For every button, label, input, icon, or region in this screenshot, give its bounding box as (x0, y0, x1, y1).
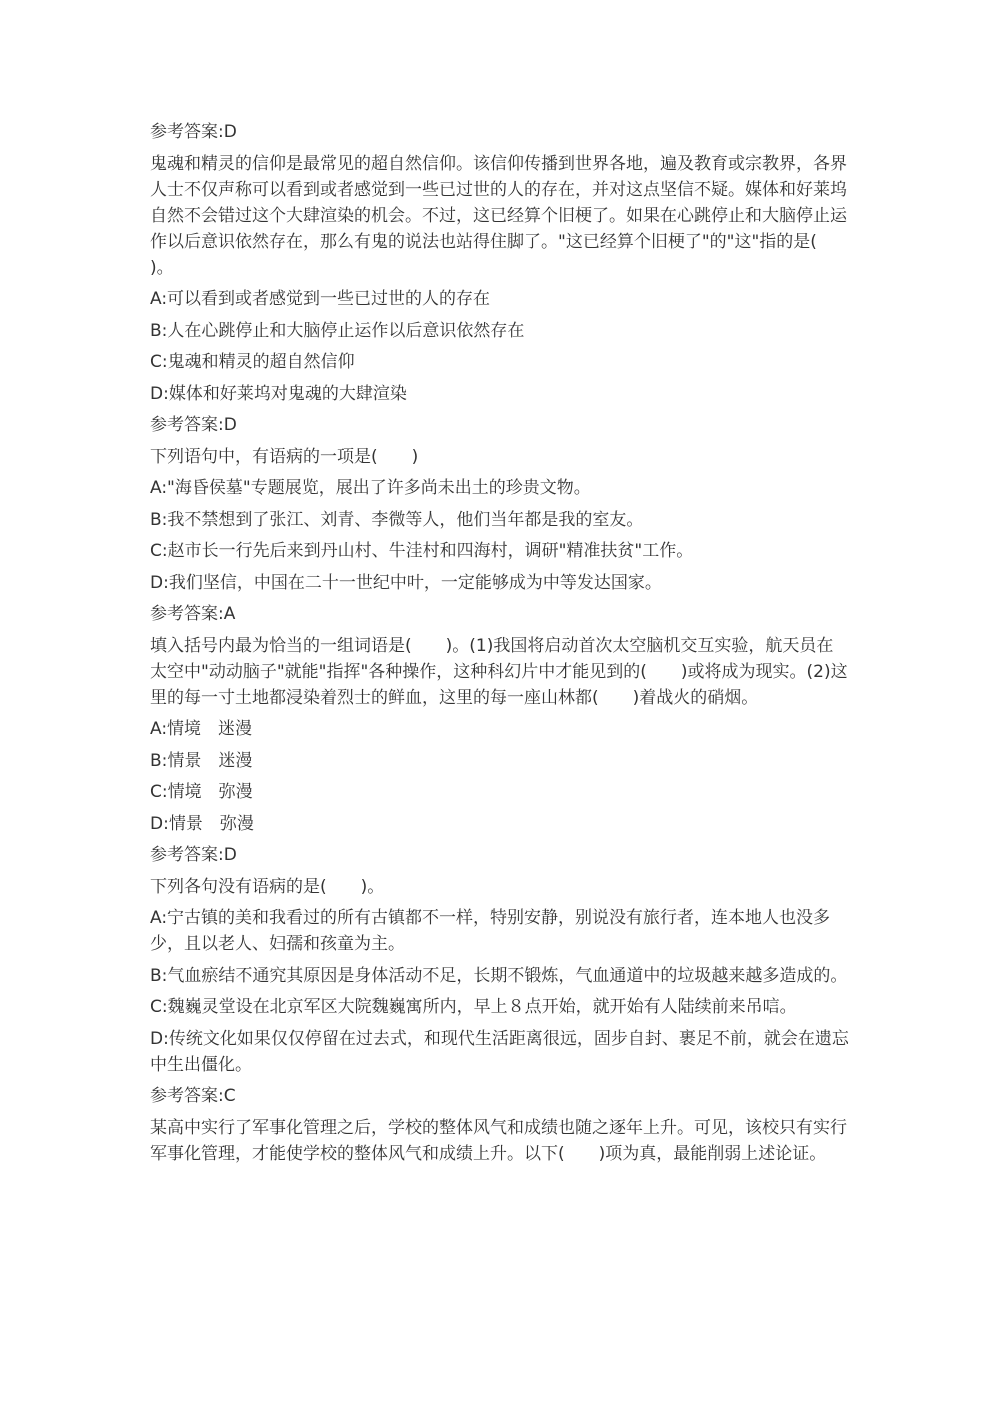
option-b: B:气血瘀结不通究其原因是身体活动不足，长期不锻炼，气血通道中的垃圾越来越多造成的。 (150, 965, 848, 986)
option-a: A:可以看到或者感觉到一些已过世的人的存在 (150, 289, 491, 309)
question-text: 某高中实行了军事化管理之后，学校的整体风气和成绩也随之逐年上升。可见，该校只有实行军事化管理，才能使学校的整体风气和成绩上升。以下( )项为真，最能削弱上述论证。 (150, 1117, 847, 1164)
option-c: C:鬼魂和精灵的超自然信仰 (150, 352, 355, 372)
option-b: B:我不禁想到了张江、刘青、李微等人，他们当年都是我的室友。 (150, 509, 644, 530)
option-c: C:赵市长一行先后来到丹山村、牛洼村和四海村，调研"精准扶贫"工作。 (150, 541, 694, 561)
option-c: C:情境 弥漫 (150, 782, 253, 802)
option-d: D:传统文化如果仅仅停留在过去式，和现代生活距离很远，固步自封、裹足不前，就会在遗忘中生出僵化。 (150, 1028, 849, 1075)
option-a: A:情境 迷漫 (150, 719, 253, 739)
option-c: C:魏巍灵堂设在北京军区大院魏巍寓所内，早上８点开始，就开始有人陆续前来吊唁。 (150, 997, 797, 1017)
option-a: A:"海昏侯墓"专题展览，展出了许多尚未出土的珍贵文物。 (150, 478, 591, 498)
answer-line: 参考答案:D (150, 415, 237, 435)
option-a: A:宁古镇的美和我看过的所有古镇都不一样，特别安静，别说没有旅行者，连本地人也没多少，且以老人、妇孺和孩童为主。 (150, 908, 831, 954)
document-body (150, 119, 850, 1172)
answer-line: 参考答案:D (150, 122, 237, 142)
question-text: 下列语句中，有语病的一项是( ) (150, 446, 419, 467)
answer-line: 参考答案:C (150, 1086, 236, 1106)
question-text: 鬼魂和精灵的信仰是最常见的超自然信仰。该信仰传播到世界各地，遍及教育或宗教界，各界人士不仅声称可以看到或者感觉到一些已过世的人的存在，并对这点坚信不疑。媒体和好莱坞自然不会错过这个大肆渲染的机会。不过，这已经算个旧梗了。如果在心跳停止和大脑停止运作以后意识依然存在，那么有鬼的说法也站得住脚了。"这已经算个旧梗了"的"这"指的是( )。 (150, 153, 851, 278)
question-text: 填入括号内最为恰当的一组词语是( )。(1)我国将启动首次太空脑机交互实验，航天员在太空中"动动脑子"就能"指挥"各种操作，这种科幻片中才能见到的( )或将成为现实。(2)这里的每一寸土地都浸染着烈士的鲜血，这里的每一座山林都( )着战火的硝烟。 (150, 635, 848, 708)
question-text: 下列各句没有语病的是( )。 (150, 876, 385, 897)
answer-line: 参考答案:A (150, 604, 236, 624)
option-d: D:我们坚信，中国在二十一世纪中叶，一定能够成为中等发达国家。 (150, 572, 662, 593)
option-d: D:情景 弥漫 (150, 813, 254, 834)
option-b: B:人在心跳停止和大脑停止运作以后意识依然存在 (150, 320, 525, 341)
answer-line: 参考答案:D (150, 845, 237, 865)
option-d: D:媒体和好莱坞对鬼魂的大肆渲染 (150, 383, 407, 404)
option-b: B:情景 迷漫 (150, 750, 253, 771)
